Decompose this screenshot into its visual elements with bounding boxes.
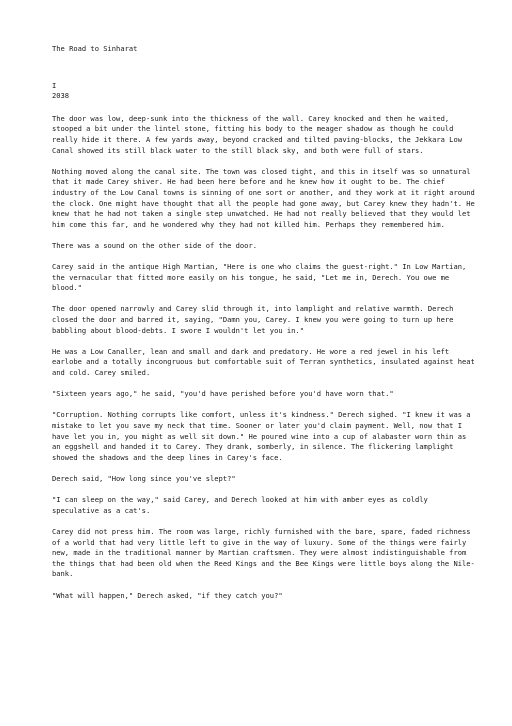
paragraph: The door opened narrowly and Carey slid through it, into lamplight and relative warmth. Derech closed the door and barred it, saying, "Damn you, Carey. I knew you were going to turn up here babbling about blood-debts. I swore I wouldn't let you in." (52, 304, 454, 335)
document-title: The Road to Sinharat (52, 44, 138, 53)
paragraph: Nothing moved along the canal site. The town was closed tight, and this in itself was so unnatural that it made Carey shiver. He had been here before and he knew how it ought to be. The chief industry of the Low Canal towns is sinning of one sort or another, and they work at it right around the clock. One might have thought that all the people had gone away, but Carey knew they hadn't. He knew that he had not taken a single step unwatched. He had not really believed that they would let him come this far, and he wondered why they had not killed him. Perhaps they remembered him. (52, 166, 475, 229)
paragraph: The door was low, deep-sunk into the thickness of the wall. Carey knocked and then he waited, stooped a bit under the lintel stone, fitting his body to the meager shadow as though he could really hide it there. A few yards away, beyond cracked and tilted paving-blocks, the Jekkara Low Canal showed its still black water to the still black sky, and both were full of stars. (52, 113, 462, 155)
paragraph: He was a Low Canaller, lean and small and dark and predatory. He wore a red jewel in his left earlobe and a totally incongruous but comfortable suit of Terran synthetics, insulated against heat and cold. Carey smiled. (52, 346, 475, 378)
chapter-heading (52, 81, 476, 102)
paragraph: Carey said in the antique High Martian, "Here is one who claims the guest-right." In Low Martian, the vernacular that fitted more easily on his tongue, he said, "Let me in, Derech. You owe me blood." (52, 262, 467, 293)
paragraph: There was a sound on the other side of the door. (52, 240, 257, 250)
paragraph: "I can sleep on the way," said Carey, and Derech looked at him with amber eyes as coldly speculative as a cat's. (52, 495, 428, 515)
paragraph: "Corruption. Nothing corrupts like comfort, unless it's kindness." Derech sighed. "I knew it was a mistake to let you save my neck that time. Sooner or later you'd claim payment. Well, now that I have let you in, you might as well sit down." He poured wine into a cup of alabaster worn thin as an eggshell and handed it to Carey. They drank, somberly, in silence. The flickering lamplight showed the shadows and the deep lines in Carey's face. (52, 410, 471, 462)
chapter-number: I (52, 80, 57, 90)
paragraph: Carey did not press him. The room was large, richly furnished with the bare, spare, faded richness of a world that had very little left to give in the way of luxury. Some of the things were fairly new, made in the traditional manner by Martian craftsmen. They were almost indistinguishable from the things that had been old when the Reed Kings and the Bee Kings were little boys along the Nile-bank. (52, 526, 475, 579)
paragraph: Derech said, "How long since you've slept?" (52, 473, 236, 483)
document-body (52, 44, 476, 612)
chapter-year: 2038 (52, 91, 70, 101)
paragraph: "Sixteen years ago," he said, "you'd have perished before you'd have worn that." (52, 389, 394, 399)
paragraph: "What will happen," Derech asked, "if they catch you?" (52, 590, 283, 600)
